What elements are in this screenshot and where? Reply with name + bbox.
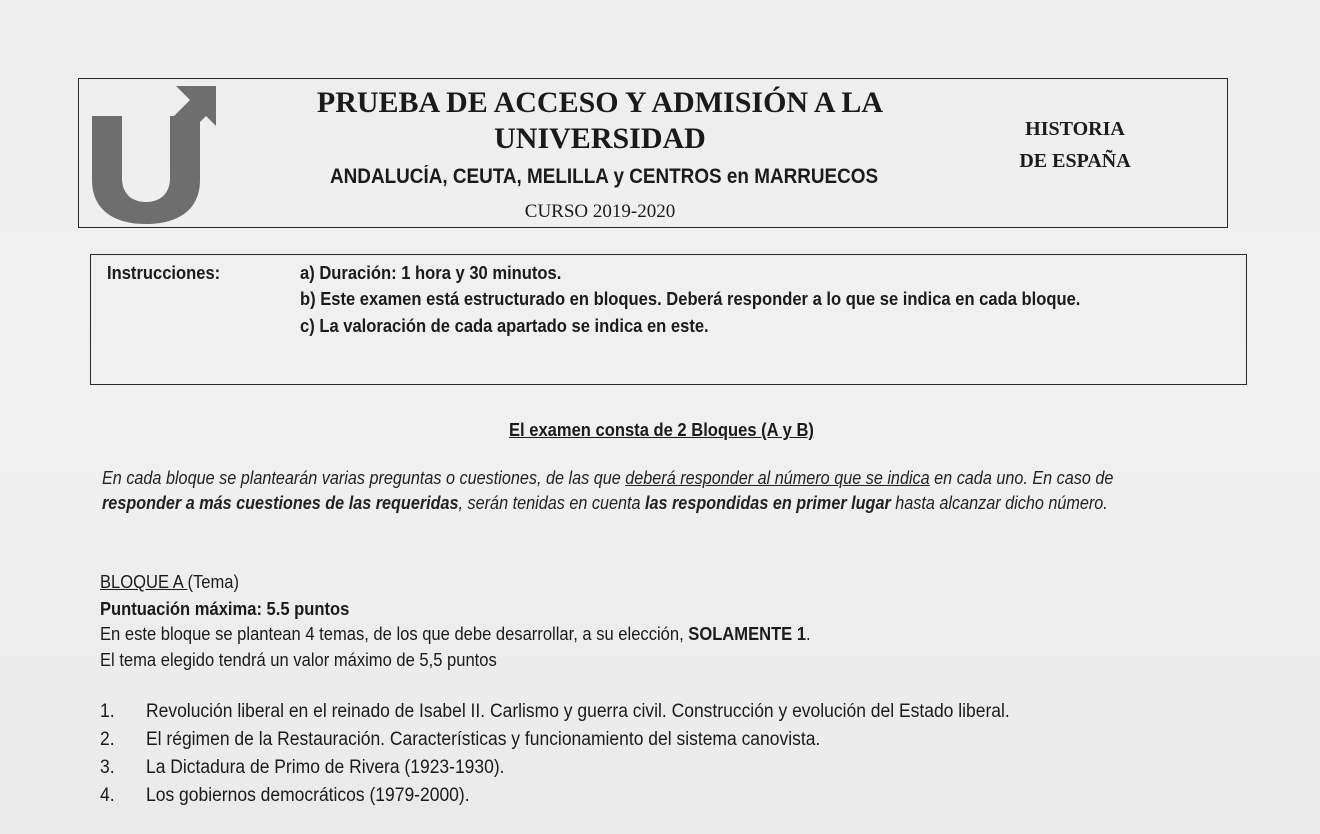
course-year: CURSO 2019-2020 [524, 201, 676, 222]
topic-text: La Dictadura de Primo de Rivera (1923-1930). [146, 757, 505, 778]
topic-number: 1. [100, 701, 115, 722]
instruction-item: b) Este examen está estructurado en bloques. Deberá responder a lo que se indica en cada bloque. [300, 289, 1081, 309]
topic-text: El régimen de la Restauración. Características y funcionamiento del sistema canovista. [146, 729, 821, 750]
topic-item [100, 757, 505, 779]
topic-text: Los gobiernos democráticos (1979-2000). [146, 785, 470, 806]
subject-line-2: DE ESPAÑA [1019, 150, 1131, 172]
topic-item [100, 701, 1010, 723]
instruction-item: a) Duración: 1 hora y 30 minutos. [300, 263, 562, 283]
intro-paragraph: En cada bloque se plantearán varias preguntas o cuestiones, de las que deberá responder al número que se indica en cada uno. En caso de responder a más cuestiones de las requeridas, serán tenidas en cuenta las respondidas en primer lugar hasta alcanzar dicho número. [102, 468, 1114, 513]
topic-number: 4. [100, 785, 115, 806]
bloque-a-description: En este bloque se plantean 4 temas, de los que debe desarrollar, a su elección, SOLAMENTE 1. [100, 624, 811, 644]
topic-number: 2. [100, 729, 115, 750]
subject-line-1: HISTORIA [1025, 118, 1125, 140]
exam-title-line-1: PRUEBA DE ACCESO Y ADMISIÓN A LA [316, 86, 884, 119]
topic-item [100, 729, 820, 751]
instructions-label: Instrucciones: [107, 263, 221, 283]
university-logo-icon [88, 82, 220, 224]
topic-text: Revolución liberal en el reinado de Isabel II. Carlismo y guerra civil. Construcción y evolución del Estado liberal. [146, 701, 1010, 722]
exam-structure-heading: El examen consta de 2 Bloques (A y B) [509, 420, 814, 440]
exam-title-line-2: UNIVERSIDAD [494, 122, 706, 155]
max-score: Puntuación máxima: 5.5 puntos [100, 599, 350, 619]
bloque-a-value-note: El tema elegido tendrá un valor máximo de 5,5 puntos [100, 650, 497, 670]
bloque-a-title: BLOQUE A (Tema) [100, 572, 239, 592]
topic-item [100, 785, 470, 807]
topic-number: 3. [100, 757, 115, 778]
region-subtitle: ANDALUCÍA, CEUTA, MELILLA y CENTROS en MARRUECOS [330, 165, 879, 188]
instruction-item: c) La valoración de cada apartado se indica en este. [300, 316, 709, 336]
